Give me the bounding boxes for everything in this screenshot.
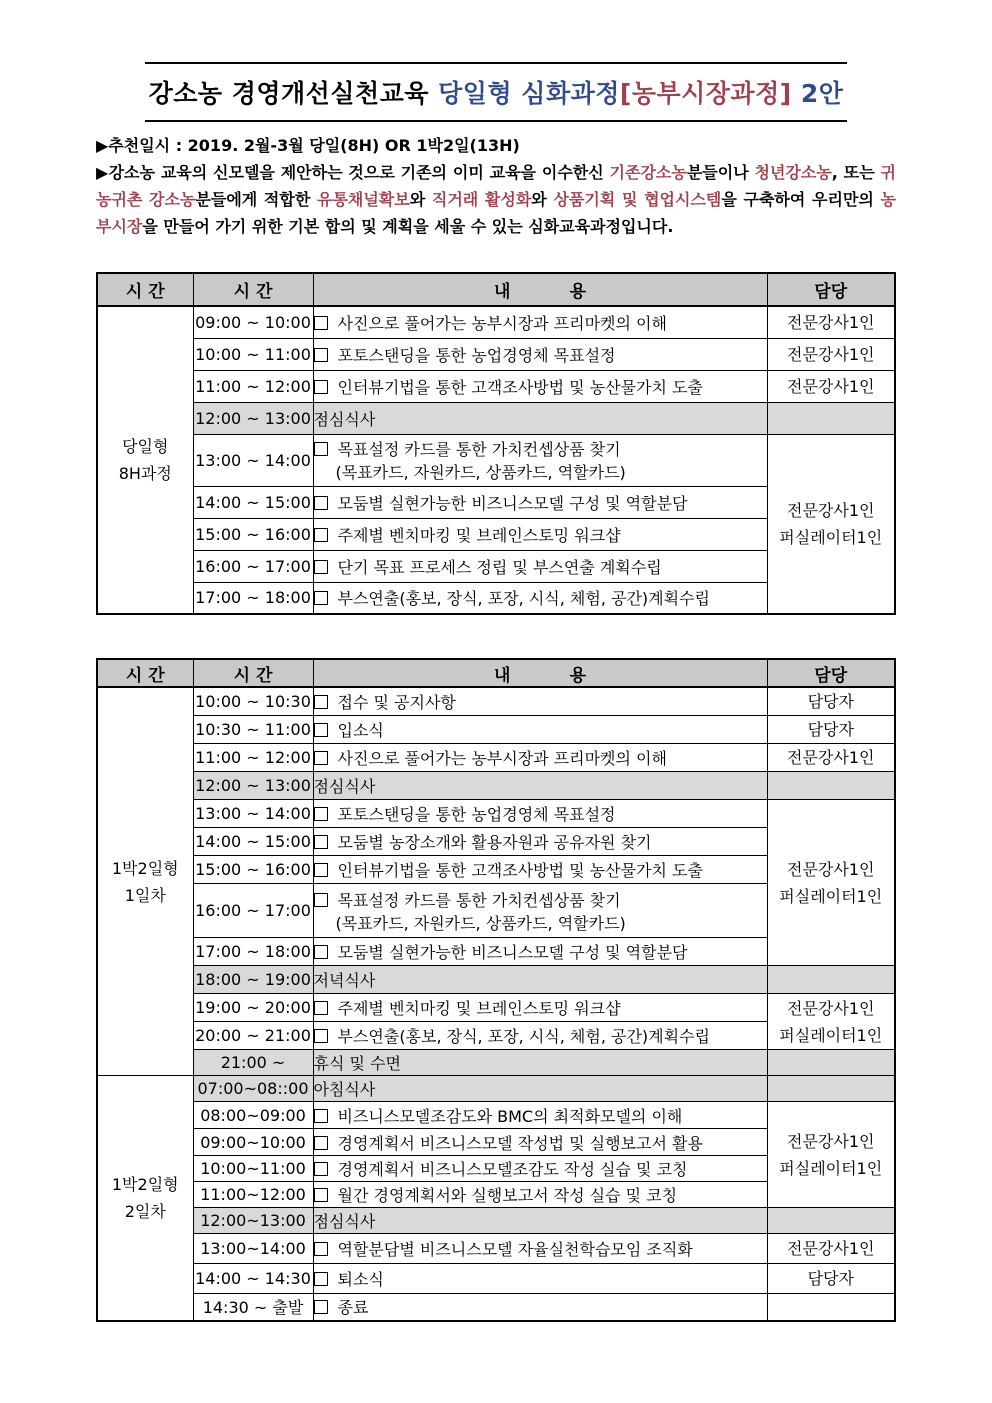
time-slot: 14:30 ~ 출발 [193, 1294, 313, 1321]
instructor-label: 담당자 [807, 1269, 854, 1288]
table-row [97, 434, 895, 486]
session-text: 부스연출(홍보, 장식, 포장, 시식, 체험, 공간)계획수립 [337, 589, 710, 609]
time-slot: 11:00~12:00 [193, 1182, 313, 1208]
meal-label: 점심식사 [313, 409, 376, 429]
session-content [313, 1208, 767, 1234]
session-title [314, 1157, 767, 1180]
session-text: 입소식 [337, 721, 384, 740]
instructor-cell [767, 1294, 895, 1321]
session-text: 포토스탠딩을 통한 농업경영체 목표설정 [337, 345, 616, 365]
table-row [97, 800, 895, 828]
time-slot: 17:00 ~ 18:00 [193, 938, 313, 966]
session-title [314, 1104, 767, 1127]
course-group-label: 1일차 [124, 885, 166, 905]
time-slot: 11:00 ~ 12:00 [193, 370, 313, 402]
session-text: 인터뷰기법을 통한 고객조사방법 및 농산물가치 도출 [337, 377, 703, 397]
instructor-label: 전문강사1인 [787, 859, 875, 879]
session-content [313, 1156, 767, 1182]
schedule-table-day-course [96, 272, 896, 615]
instructor-cell [767, 402, 895, 434]
instructor-label: 퍼실레이터1인 [779, 1158, 883, 1178]
instructor-cell [767, 370, 895, 402]
session-title [314, 1237, 767, 1260]
session-content [313, 1076, 767, 1102]
session-content [313, 550, 767, 582]
schedule-table-overnight-course [96, 658, 896, 1322]
time-slot: 20:00 ~ 21:00 [193, 1022, 313, 1050]
session-content [313, 518, 767, 550]
checkbox-icon [314, 1300, 328, 1314]
checkbox-icon [314, 835, 328, 849]
intro-highlight: 상품기획 및 협업시스템 [553, 190, 722, 209]
session-title [314, 311, 767, 334]
time-slot: 19:00 ~ 20:00 [193, 994, 313, 1022]
session-content [313, 744, 767, 772]
instructor-cell [767, 744, 895, 772]
session-content [313, 434, 767, 486]
session-content [313, 800, 767, 828]
time-slot: 10:00 ~ 11:00 [193, 338, 313, 370]
session-title [314, 802, 767, 825]
instructor-label: 전문강사1인 [787, 344, 875, 364]
session-detail [314, 911, 767, 934]
session-content [313, 856, 767, 884]
session-text: 주제별 벤치마킹 및 브레인스토밍 워크샵 [337, 999, 621, 1018]
time-slot: 14:00 ~ 15:00 [193, 486, 313, 518]
time-slot: 12:00 ~ 13:00 [193, 402, 313, 434]
instructor-cell [767, 1076, 895, 1102]
intro-highlight: 귀농귀촌 강소농 [96, 163, 896, 209]
table1-body [97, 306, 895, 614]
instructor-label: 전문강사1인 [787, 1131, 875, 1151]
header-content: 내 용 [313, 273, 767, 306]
instructor-cell [767, 338, 895, 370]
session-text: 포토스탠딩을 통한 농업경영체 목표설정 [337, 805, 616, 824]
time-slot: 11:00 ~ 12:00 [193, 744, 313, 772]
session-title [314, 718, 767, 741]
session-content [313, 938, 767, 966]
session-text: 인터뷰기법을 통한 고객조사방법 및 농산물가치 도출 [337, 861, 703, 880]
instructor-cell [767, 1264, 895, 1294]
session-title [314, 690, 767, 713]
time-slot: 10:30 ~ 11:00 [193, 716, 313, 744]
checkbox-icon [314, 348, 328, 362]
table-row [97, 1234, 895, 1264]
checkbox-icon [314, 496, 328, 510]
session-title [314, 555, 767, 578]
instructor-label: 전문강사1인 [787, 312, 875, 332]
table-row [97, 744, 895, 772]
title-part4: 2안 [791, 79, 844, 108]
intro-section [96, 132, 896, 240]
checkbox-icon [314, 442, 328, 456]
meal-row [97, 772, 895, 800]
intro-text: 와 [409, 190, 432, 209]
course-group-cell [97, 687, 193, 1076]
intro-text: ▶강소농 교육의 신모델을 제안하는 것으로 기존의 이미 교육을 이수한신 [96, 163, 610, 182]
intro-highlight: 기존강소농 [609, 163, 687, 182]
header-group: 시 간 [97, 659, 193, 687]
instructor-cell [767, 716, 895, 744]
session-content [313, 402, 767, 434]
time-slot: 07:00~08::00 [193, 1076, 313, 1102]
checkbox-icon [314, 1109, 328, 1123]
session-title [314, 1295, 767, 1318]
instructor-cell [767, 1050, 895, 1076]
checkbox-icon [314, 1272, 328, 1286]
session-title [314, 1131, 767, 1154]
time-slot: 15:00 ~ 16:00 [193, 518, 313, 550]
table-row [97, 687, 895, 716]
time-slot: 21:00 ~ [193, 1050, 313, 1076]
session-title [314, 858, 767, 881]
session-text: 경영계획서 비즈니스모델 작성법 및 실행보고서 활용 [337, 1133, 703, 1153]
course-group-label: 1박2일형 [111, 1174, 179, 1194]
instructor-label: 담당자 [807, 720, 854, 739]
meal-row [97, 966, 895, 994]
table-row [97, 1264, 895, 1294]
time-slot: 16:00 ~ 17:00 [193, 884, 313, 938]
course-group-label: 1박2일형 [111, 858, 179, 878]
instructor-label: 전문강사1인 [787, 500, 875, 520]
course-description [96, 159, 896, 240]
session-title [314, 1183, 767, 1206]
session-text: 모둠별 실현가능한 비즈니스모델 구성 및 역할분담 [337, 493, 688, 513]
time-slot: 09:00 ~ 10:00 [193, 306, 313, 338]
checkbox-icon [314, 560, 328, 574]
table-header-row [97, 659, 895, 687]
session-content [313, 370, 767, 402]
session-text: 모둠별 농장소개와 활용자원과 공유자원 찾기 [337, 833, 652, 852]
checkbox-icon [314, 807, 328, 821]
intro-text: 와 [531, 190, 554, 209]
intro-highlight: 농부시장 [96, 190, 896, 236]
session-text: (목표카드, 자원카드, 상품카드, 역할카드) [335, 463, 626, 482]
intro-text: 을 만들어 가기 위한 기본 합의 및 계획을 세울 수 있는 심화교육과정입니다. [142, 217, 674, 236]
time-slot: 09:00~10:00 [193, 1129, 313, 1156]
header-owner: 담당 [767, 659, 895, 687]
header-content: 내 용 [313, 659, 767, 687]
time-slot: 14:00 ~ 14:30 [193, 1264, 313, 1294]
intro-text: 분들이나 [686, 163, 755, 182]
time-slot: 16:00 ~ 17:00 [193, 550, 313, 582]
session-content [313, 1294, 767, 1321]
time-slot: 15:00 ~ 16:00 [193, 856, 313, 884]
checkbox-icon [314, 591, 328, 605]
title-part1: 강소농 경영개선실천교육 [148, 79, 439, 108]
intro-text: 을 구축하여 우리만의 [721, 190, 881, 209]
course-group-cell [97, 1076, 193, 1321]
session-title [314, 996, 767, 1019]
intro-highlight: 직거래 활성화 [431, 190, 532, 209]
instructor-label: 전문강사1인 [787, 1239, 875, 1258]
session-text: 부스연출(홍보, 장식, 포장, 시식, 체험, 공간)계획수립 [337, 1027, 710, 1046]
session-text: 목표설정 카드를 통한 가치컨셉상품 찾기 [337, 890, 621, 910]
session-text: 사진으로 풀어가는 농부시장과 프리마켓의 이해 [337, 749, 667, 768]
session-content [313, 1234, 767, 1264]
instructor-cell [767, 687, 895, 716]
session-text: 단기 목표 프로세스 정립 및 부스연출 계획수립 [337, 557, 662, 577]
checkbox-icon [314, 863, 328, 877]
time-slot: 13:00~14:00 [193, 1234, 313, 1264]
session-content [313, 1022, 767, 1050]
checkbox-icon [314, 528, 328, 542]
session-content [313, 1264, 767, 1294]
session-title [314, 940, 767, 963]
instructor-cell [767, 306, 895, 338]
course-group-label: 2일차 [124, 1201, 166, 1221]
session-text: 경영계획서 비즈니스모델조감도 작성 실습 및 코칭 [337, 1160, 688, 1179]
table-row [97, 716, 895, 744]
time-slot: 10:00~11:00 [193, 1156, 313, 1182]
session-text: 종료 [337, 1298, 369, 1318]
recommended-date: ▶추천일시 : 2019. 2월-3월 당일(8H) OR 1박2일(13H) [96, 136, 520, 155]
session-title [314, 830, 767, 853]
meal-label: 저녁식사 [313, 971, 376, 990]
session-title [314, 437, 767, 460]
session-content [313, 828, 767, 856]
checkbox-icon [314, 945, 328, 959]
time-slot: 12:00 ~ 13:00 [193, 772, 313, 800]
session-title [314, 523, 767, 546]
session-content [313, 687, 767, 716]
page-title [149, 74, 844, 110]
session-title [314, 586, 767, 609]
session-content [313, 582, 767, 614]
session-content [313, 306, 767, 338]
header-time: 시 간 [193, 273, 313, 306]
checkbox-icon [314, 316, 328, 330]
header-group: 시 간 [97, 273, 193, 306]
checkbox-icon [314, 695, 328, 709]
instructor-label: 전문강사1인 [787, 998, 875, 1018]
session-content [313, 1129, 767, 1156]
session-title [314, 375, 767, 398]
checkbox-icon [314, 723, 328, 737]
table2-body [97, 687, 895, 1321]
intro-highlight: 청년강소농 [754, 163, 832, 182]
instructor-label: 전문강사1인 [787, 748, 875, 767]
session-title [314, 343, 767, 366]
instructor-cell [767, 434, 895, 614]
checkbox-icon [314, 1001, 328, 1015]
meal-row [97, 1076, 895, 1102]
intro-text: , 또는 [831, 163, 881, 182]
instructor-cell [767, 800, 895, 966]
session-text: 월간 경영계획서와 실행보고서 작성 실습 및 코칭 [337, 1186, 678, 1205]
session-title [314, 746, 767, 769]
instructor-cell [767, 1102, 895, 1208]
intro-text: 분들에게 적합한 [195, 190, 317, 209]
instructor-label: 담당자 [807, 692, 854, 711]
table-row [97, 306, 895, 338]
meal-row [97, 402, 895, 434]
session-detail [314, 460, 767, 483]
course-group-label: 8H과정 [118, 464, 172, 483]
time-slot: 13:00 ~ 14:00 [193, 800, 313, 828]
time-slot: 14:00 ~ 15:00 [193, 828, 313, 856]
instructor-cell [767, 772, 895, 800]
instructor-label: 퍼실레이터1인 [779, 1025, 883, 1045]
checkbox-icon [314, 1136, 328, 1150]
instructor-cell [767, 1208, 895, 1234]
table-row [97, 994, 895, 1022]
session-text: (목표카드, 자원카드, 상품카드, 역할카드) [335, 913, 626, 933]
session-content [313, 716, 767, 744]
instructor-label: 전문강사1인 [787, 376, 875, 396]
session-content [313, 486, 767, 518]
session-content [313, 884, 767, 938]
meal-label: 점심식사 [313, 1212, 376, 1231]
checkbox-icon [314, 893, 328, 907]
session-text: 모둠별 실현가능한 비즈니스모델 구성 및 역할분담 [337, 943, 688, 962]
table-row [97, 1102, 895, 1129]
session-title [314, 888, 767, 911]
meal-label: 아침식사 [313, 1080, 376, 1099]
instructor-cell [767, 966, 895, 994]
session-content [313, 1050, 767, 1076]
session-text: 역할분담별 비즈니스모델 자율실천학습모임 조직화 [337, 1240, 693, 1259]
course-group-cell [97, 306, 193, 614]
meal-row [97, 1208, 895, 1234]
instructor-cell [767, 994, 895, 1050]
session-text: 퇴소식 [337, 1270, 384, 1289]
table-row [97, 338, 895, 370]
session-text: 비즈니스모델조감도와 BMC의 최적화모델의 이해 [337, 1106, 683, 1126]
intro-highlight: 유통채널확보 [316, 190, 410, 209]
session-content [313, 772, 767, 800]
checkbox-icon [314, 751, 328, 765]
time-slot: 08:00~09:00 [193, 1102, 313, 1129]
meal-row [97, 1050, 895, 1076]
header-time: 시 간 [193, 659, 313, 687]
header-owner: 담당 [767, 273, 895, 306]
session-content [313, 994, 767, 1022]
session-text: 사진으로 풀어가는 농부시장과 프리마켓의 이해 [337, 313, 667, 333]
instructor-label: 퍼실레이터1인 [779, 527, 883, 547]
table-header-row [97, 273, 895, 306]
time-slot: 12:00~13:00 [193, 1208, 313, 1234]
meal-label: 점심식사 [313, 777, 376, 796]
meal-label: 휴식 및 수면 [313, 1054, 401, 1073]
session-title [314, 1267, 767, 1290]
checkbox-icon [314, 1188, 328, 1202]
checkbox-icon [314, 1029, 328, 1043]
time-slot: 13:00 ~ 14:00 [193, 434, 313, 486]
session-text: 목표설정 카드를 통한 가치컨셉상품 찾기 [337, 440, 621, 459]
session-content [313, 1102, 767, 1129]
checkbox-icon [314, 380, 328, 394]
course-group-label: 당일형 [122, 437, 169, 456]
table-row [97, 370, 895, 402]
session-title [314, 1024, 767, 1047]
checkbox-icon [314, 1242, 328, 1256]
time-slot: 10:00 ~ 10:30 [193, 687, 313, 716]
session-content [313, 338, 767, 370]
session-text: 주제별 벤치마킹 및 브레인스토밍 워크샵 [337, 525, 621, 545]
session-title [314, 491, 767, 514]
session-content [313, 1182, 767, 1208]
title-part2: 당일형 심화과정 [438, 79, 620, 108]
time-slot: 18:00 ~ 19:00 [193, 966, 313, 994]
title-banner [145, 62, 847, 122]
checkbox-icon [314, 1162, 328, 1176]
title-part3: [농부시장과정] [619, 79, 792, 108]
session-text: 접수 및 공지사항 [337, 693, 456, 712]
instructor-cell [767, 1234, 895, 1264]
instructor-label: 퍼실레이터1인 [779, 886, 883, 906]
table-row [97, 1294, 895, 1321]
session-content [313, 966, 767, 994]
time-slot: 17:00 ~ 18:00 [193, 582, 313, 614]
